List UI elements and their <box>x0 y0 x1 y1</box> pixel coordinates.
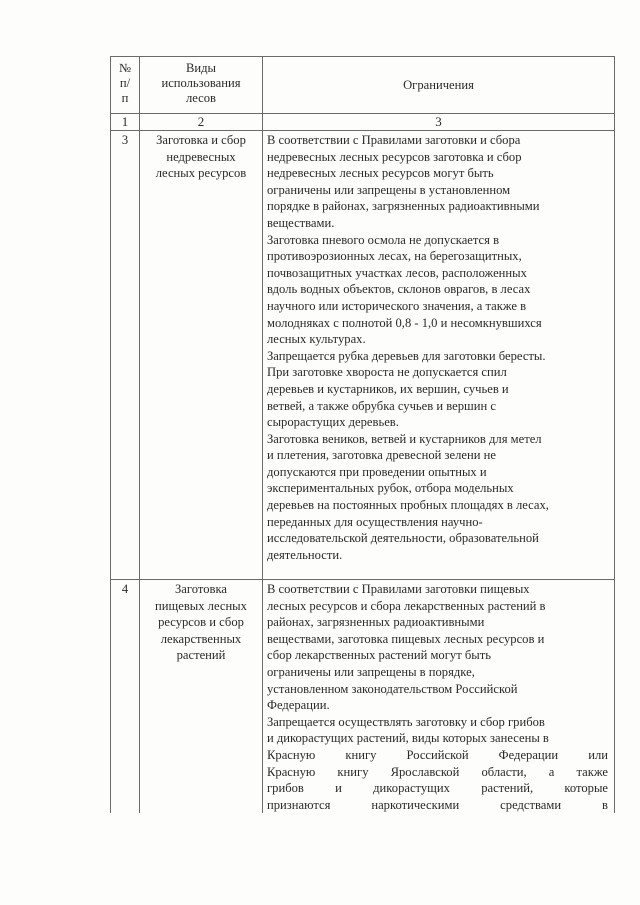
column-index: 1 <box>111 114 140 131</box>
restriction-text-line: Заготовка веников, ветвей и кустарников для метел <box>267 431 542 446</box>
table-row <box>111 580 615 814</box>
row-kind-line: Заготовка <box>175 582 227 596</box>
restriction-text-line: недревесных лесных ресурсов могут быть <box>267 166 494 181</box>
table-row <box>111 131 615 580</box>
restriction-text-line: грибов и дикорастущих растений, которые <box>267 781 608 796</box>
restriction-text-line: В соответствии с Правилами заготовки пищевых <box>267 582 530 596</box>
restriction-text-line: экспериментальных рубок, отбора модельных <box>267 481 514 496</box>
restriction-text-line: деревьев и кустарников, их вершин, сучьев и <box>267 381 509 396</box>
row-kind-line: Заготовка и сбор <box>156 133 246 147</box>
restriction-text-line: допускаются при проведении опытных и <box>267 464 487 479</box>
header-kind-line: использования <box>161 76 241 90</box>
restriction-text-line: вдоль водных объектов, склонов оврагов, в лесах <box>267 282 531 297</box>
restriction-text-line: почвозащитных участках лесов, расположенных <box>267 265 527 280</box>
header-kind-cell <box>140 57 263 114</box>
restriction-text-line: При заготовке хвороста не допускается спил <box>267 365 507 380</box>
restriction-text-line: Запрещается осуществлять заготовку и сбор грибов <box>267 714 545 729</box>
restrictions-table <box>110 56 615 813</box>
restriction-text-line: деревьев на постоянных пробных площадях в лесах, <box>267 498 549 513</box>
restriction-text-line: недревесных лесных ресурсов заготовка и сбор <box>267 149 522 164</box>
restriction-text-line: молодняках с полнотой 0,8 - 1,0 и несомкнувшихся <box>267 315 542 330</box>
restriction-text-line: лесных ресурсов и сбора лекарственных растений в <box>267 598 546 613</box>
header-num-line: п/ <box>119 76 131 90</box>
header-limits-cell: Ограничения <box>263 57 615 114</box>
restriction-text-line: переданных для осуществления научно- <box>267 514 483 529</box>
restriction-text-line: исследовательской деятельности, образовательной <box>267 531 539 546</box>
restriction-text-line: порядке в районах, загрязненных радиоактивными <box>267 199 540 214</box>
restriction-text-line: лесных культурах. <box>267 332 366 347</box>
restriction-text-line: Красную книгу Ярославской области, а также <box>267 764 608 779</box>
header-kind-line: Виды <box>185 61 216 75</box>
row-kind-cell <box>140 580 263 814</box>
restriction-text-line: Красную книгу Российской Федерации или <box>267 747 608 762</box>
restriction-text-line: веществами. <box>267 215 335 230</box>
row-number: 3 <box>111 131 140 580</box>
row-kind-line: лекарственных <box>160 631 242 646</box>
restriction-text-line: сырорастущих деревьев. <box>267 415 399 430</box>
column-index-row <box>111 114 615 131</box>
restriction-text-line: Федерации. <box>267 698 330 713</box>
restriction-text-line: В соответствии с Правилами заготовки и сбора <box>267 133 521 147</box>
row-number: 4 <box>111 580 140 814</box>
restriction-text-line: деятельности. <box>267 547 343 562</box>
row-kind-line: лесных ресурсов <box>155 166 247 181</box>
column-index: 3 <box>263 114 615 131</box>
restriction-text-line: признаются наркотическими средствами в <box>267 797 608 812</box>
header-row <box>111 57 615 114</box>
restriction-text-line: установленном законодательством Российской <box>267 681 518 696</box>
row-kind-line: недревесных <box>166 149 236 164</box>
header-kind-line: лесов <box>185 91 217 105</box>
row-limits-cell <box>263 131 615 580</box>
restriction-text-line: противоэрозионных лесах, на берегозащитных, <box>267 249 522 264</box>
header-num-cell <box>111 57 140 114</box>
restriction-text-line: районах, загрязненных радиоактивными <box>267 615 485 630</box>
row-kind-line: пищевых лесных <box>155 598 247 613</box>
header-num-line: п <box>121 91 129 105</box>
row-kind-cell <box>140 131 263 580</box>
restriction-text-line: ограничены или запрещены в установленном <box>267 182 511 197</box>
restriction-text-line: и плетения, заготовка древесной зелени не <box>267 448 496 463</box>
restriction-text-line: ограничены или запрещены в порядке, <box>267 664 475 679</box>
restriction-text-line: ветвей, а также обрубка сучьев и вершин с <box>267 398 496 413</box>
column-index: 2 <box>140 114 263 131</box>
restriction-text-line: Заготовка пневого осмола не допускается в <box>267 232 500 247</box>
row-limits-cell <box>263 580 615 814</box>
restriction-text-line: Запрещается рубка деревьев для заготовки бересты. <box>267 348 546 363</box>
restriction-text-line: и дикорастущих растений, виды которых занесены в <box>267 731 549 746</box>
restriction-text-line: веществами, заготовка пищевых лесных ресурсов и <box>267 631 545 646</box>
row-kind-line: ресурсов и сбор <box>158 615 244 630</box>
restriction-text-line: сбор лекарственных растений могут быть <box>267 648 491 663</box>
restriction-text-line: научного или исторического значения, а также в <box>267 298 527 313</box>
row-kind-line: растений <box>176 648 226 663</box>
header-num-line: № <box>118 61 132 75</box>
